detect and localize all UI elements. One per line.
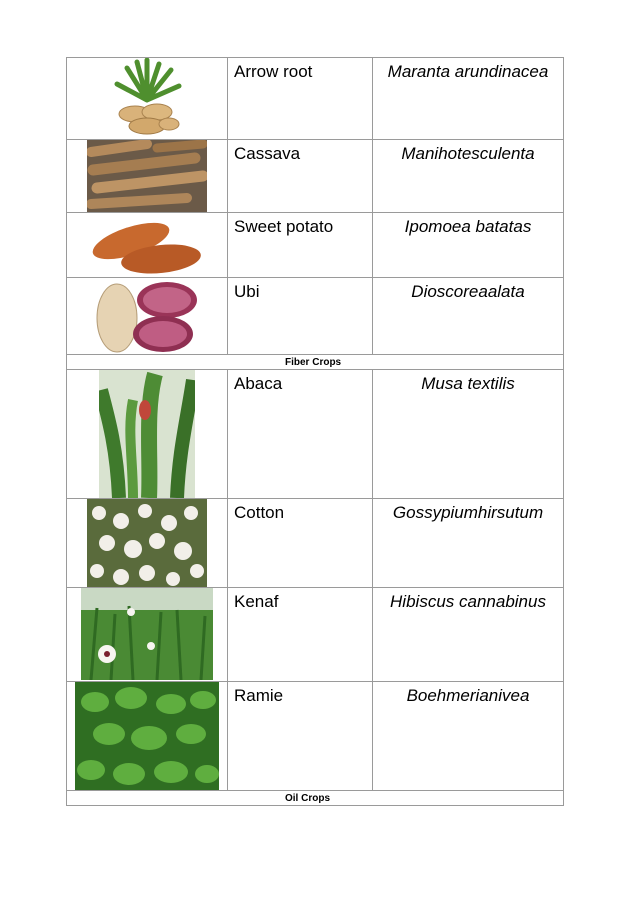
table-row [67, 58, 564, 140]
crop-name: Kenaf [228, 588, 373, 682]
crop-table [66, 57, 564, 806]
scientific-name: Dioscoreaalata [373, 278, 564, 355]
section-heading: Oil Crops [67, 791, 564, 806]
scientific-name: Ipomoea batatas [373, 213, 564, 278]
image-cell [67, 58, 228, 140]
image-cell [67, 213, 228, 278]
table-row [67, 682, 564, 791]
scientific-name: Hibiscus cannabinus [373, 588, 564, 682]
scientific-name: Maranta arundinacea [373, 58, 564, 140]
table-row [67, 278, 564, 355]
kenaf-image [81, 588, 213, 680]
section-row [67, 355, 564, 370]
table-row [67, 370, 564, 499]
image-cell [67, 499, 228, 588]
image-cell [67, 370, 228, 499]
crop-name: Abaca [228, 370, 373, 499]
scientific-name: Gossypiumhirsutum [373, 499, 564, 588]
crop-name: Ramie [228, 682, 373, 791]
section-heading: Fiber Crops [67, 355, 564, 370]
crop-name: Ubi [228, 278, 373, 355]
cotton-image [87, 499, 207, 587]
image-cell [67, 140, 228, 213]
crop-name: Sweet potato [228, 213, 373, 278]
table-row [67, 588, 564, 682]
cassava-image [87, 140, 207, 212]
section-row [67, 791, 564, 806]
crop-name: Cassava [228, 140, 373, 213]
image-cell [67, 682, 228, 791]
crop-name: Cotton [228, 499, 373, 588]
image-cell [67, 278, 228, 355]
crop-name: Arrow root [228, 58, 373, 140]
table-row [67, 140, 564, 213]
scientific-name: Boehmerianivea [373, 682, 564, 791]
abaca-image [99, 370, 195, 498]
table-row [67, 213, 564, 278]
sweet-potato-image [89, 213, 205, 277]
table-row [67, 499, 564, 588]
ubi-image [93, 278, 201, 354]
arrowroot-image [107, 58, 187, 138]
scientific-name: Musa textilis [373, 370, 564, 499]
image-cell [67, 588, 228, 682]
scientific-name: Manihotesculenta [373, 140, 564, 213]
ramie-image [75, 682, 219, 790]
